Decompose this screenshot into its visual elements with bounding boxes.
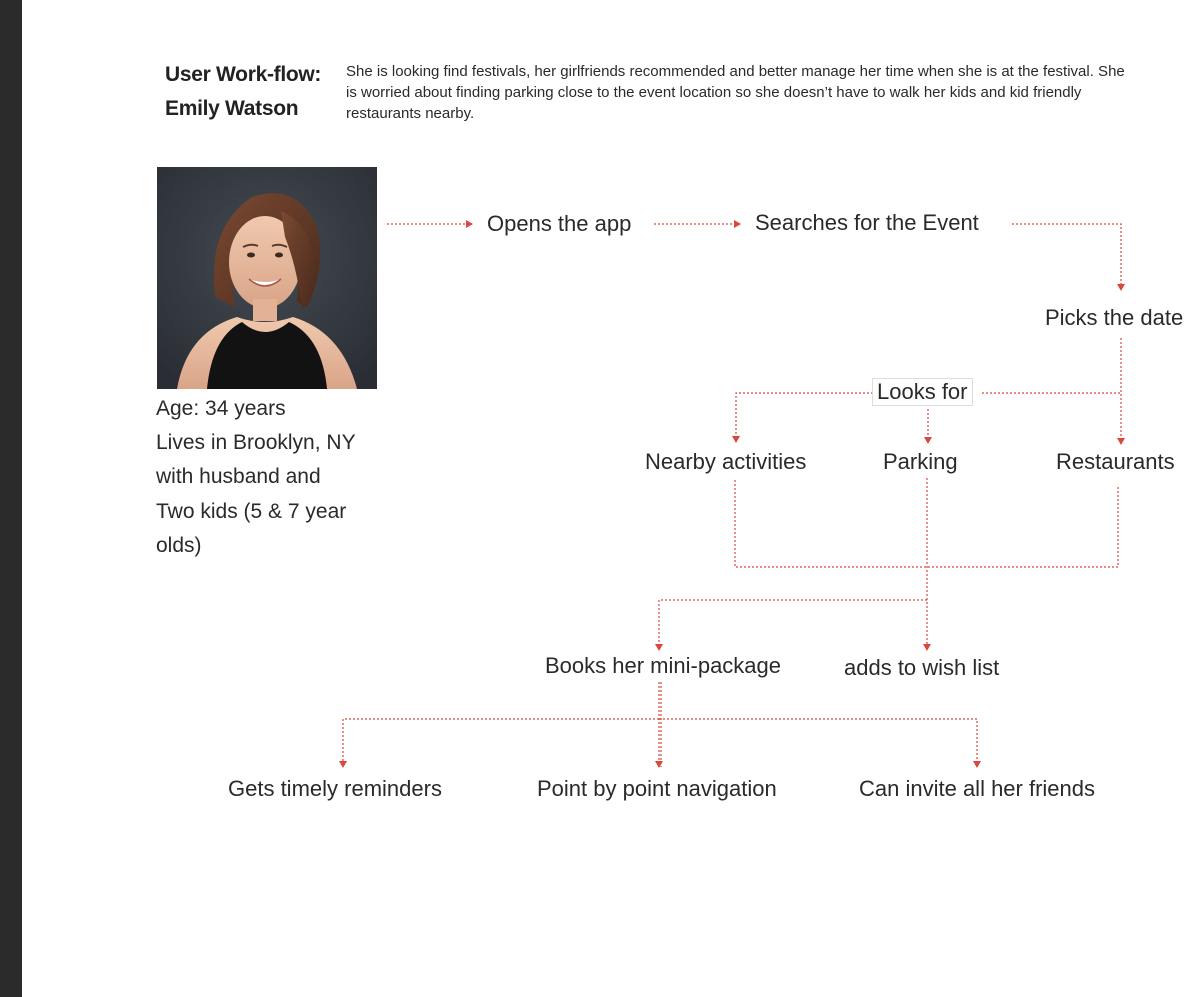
persona-family-line-1: with husband and [156,465,321,489]
persona-location: Lives in Brooklyn, NY [156,431,356,455]
node-navigation: Point by point navigation [537,776,777,801]
node-books-package: Books her mini-package [545,653,782,678]
node-picks-date: Picks the date [1045,305,1184,330]
node-parking: Parking [883,449,958,474]
persona-family-line-2: Two kids (5 & 7 year [156,499,347,523]
persona-family-line-3: olds) [156,533,202,557]
node-invite-friends: Can invite all her friends [859,776,1096,801]
persona-name: Emily Watson [165,97,299,120]
arrow-to-invite-friends [659,719,977,767]
arrow-to-reminders [343,719,659,767]
node-searches-event: Searches for the Event [755,210,979,235]
persona-description: She is looking find festivals, her girlfriends recommended and better manage her time when she is at the festival. She is worried about finding parking close to the event location so she doesn’t have to walk her kids and kid friendly restaurants nearby. [346,63,1125,122]
arrow-searches-to-picks-date [1012,224,1121,290]
arrow-to-books-package [659,600,927,650]
workflow-label: User Work-flow: [165,63,322,86]
persona-age: Age: 34 years [156,397,286,420]
node-opens-app: Opens the app [487,211,632,236]
arrow-looks-for-to-nearby [736,393,873,442]
node-reminders: Gets timely reminders [228,776,442,801]
node-nearby-activities: Nearby activities [645,449,807,474]
node-looks-for: Looks for [872,378,973,406]
node-wish-list: adds to wish list [844,655,1000,680]
node-restaurants: Restaurants [1056,449,1175,474]
